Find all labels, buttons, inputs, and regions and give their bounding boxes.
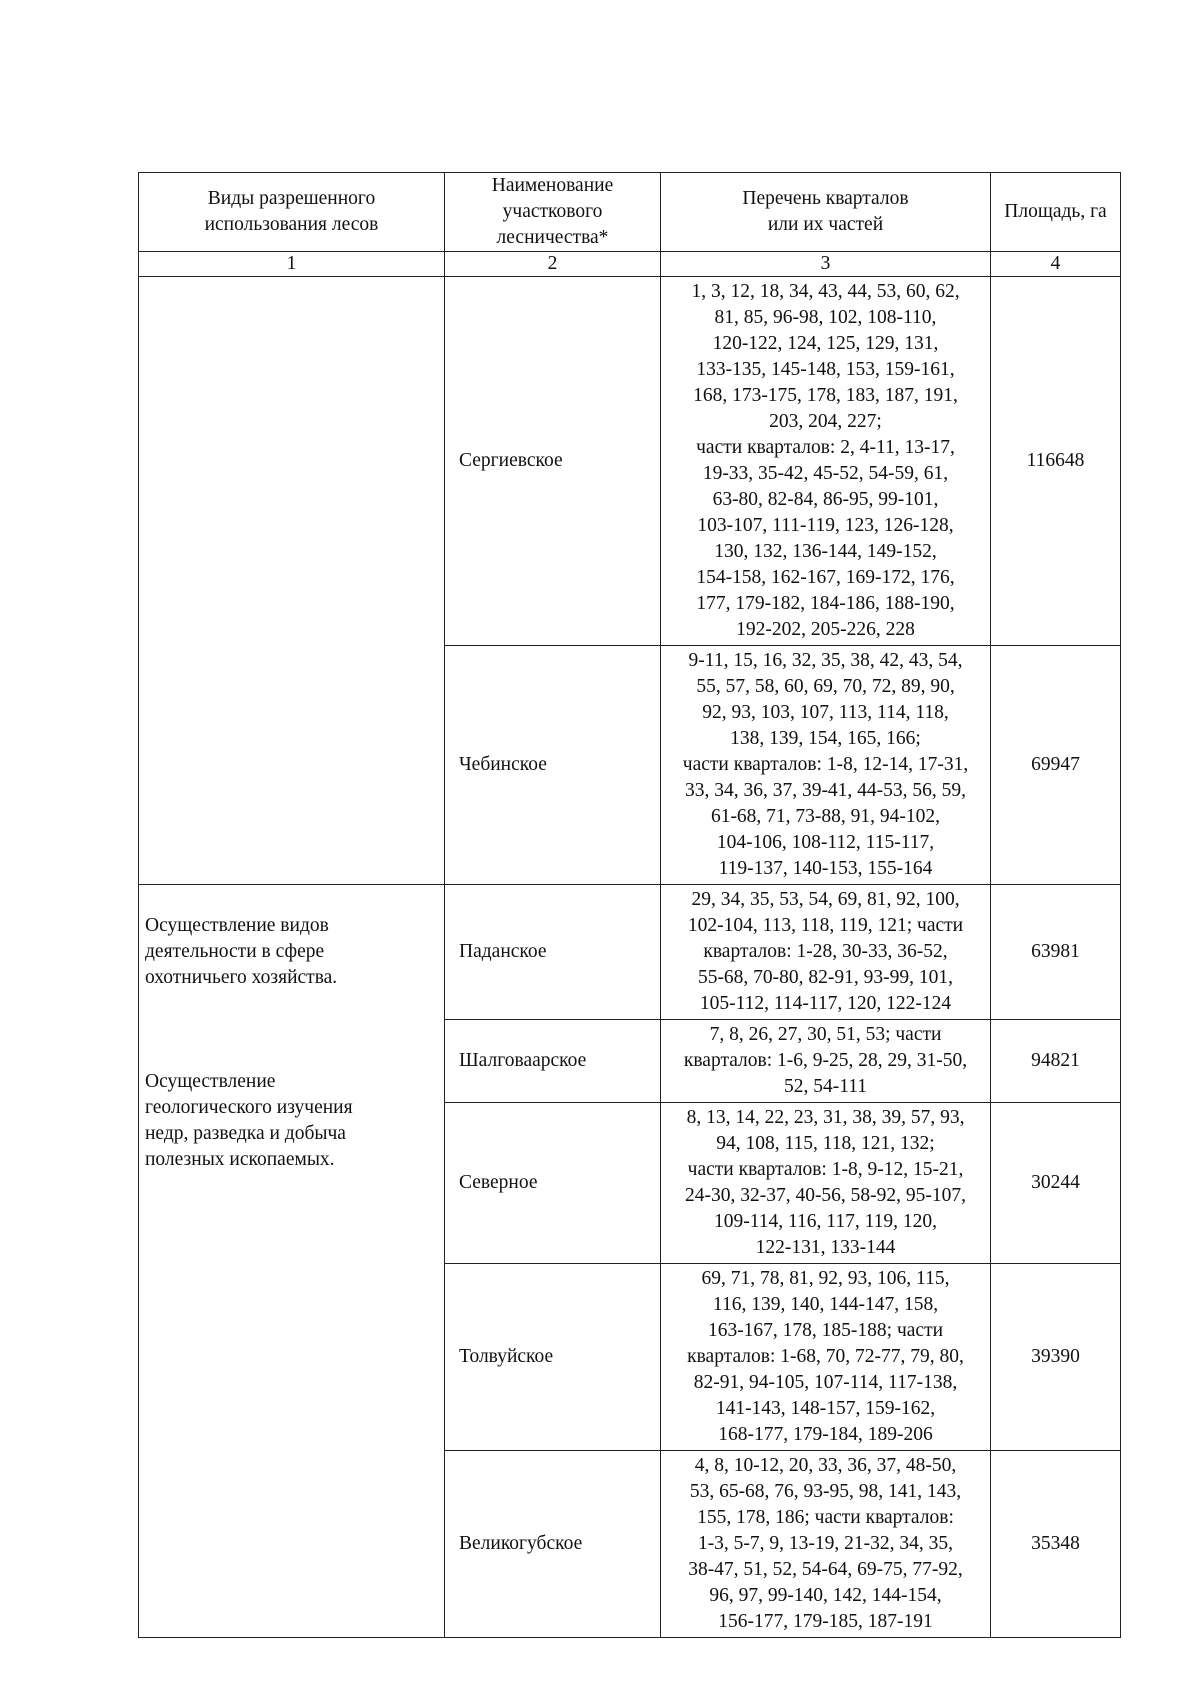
table-row bbox=[139, 885, 1121, 1020]
forestry-name: Паданское bbox=[445, 885, 661, 1020]
use-type-cell bbox=[139, 885, 445, 1638]
area-value: 116648 bbox=[991, 277, 1121, 646]
header-row bbox=[139, 173, 1121, 252]
quarters-list: 7, 8, 26, 27, 30, 51, 53; части кварталов: 1-6, 9-25, 28, 29, 31-50, 52, 54-111 bbox=[661, 1020, 991, 1103]
area-value: 69947 bbox=[991, 646, 1121, 885]
quarters-list: 69, 71, 78, 81, 92, 93, 106, 115, 116, 139, 140, 144-147, 158, 163-167, 178, 185-188; части кварталов: 1-68, 70, 72-77, 79, 80, 82-91, 94-105, 107-114, 117-138, 141-143, 148-157, 159-162, 168-177, 179-184, 189-206 bbox=[661, 1264, 991, 1451]
use-type-hunting: Осуществление видов деятельности в сфере охотничьего хозяйства. bbox=[145, 915, 338, 988]
area-value: 35348 bbox=[991, 1451, 1121, 1638]
forestry-name: Северное bbox=[445, 1103, 661, 1264]
column-number: 1 bbox=[139, 252, 445, 277]
header-use-type: Виды разрешенного использования лесов bbox=[139, 173, 445, 252]
forestry-name: Чебинское bbox=[445, 646, 661, 885]
table-row bbox=[139, 277, 1121, 646]
quarters-list: 9-11, 15, 16, 32, 35, 38, 42, 43, 54, 55, 57, 58, 60, 69, 70, 72, 89, 90, 92, 93, 103, 107, 113, 114, 118, 138, 139, 154, 165, 166; части кварталов: 1-8, 12-14, 17-31, 33, 34, 36, 37, 39-41, 44-53, 56, 59, 61-68, 71, 73-88, 91, 94-102, 104-106, 108-112, 115-117, 119-137, 140-153, 155-164 bbox=[661, 646, 991, 885]
use-type-geology: Осуществление геологического изучения недр, разведка и добыча полезных ископаемых. bbox=[145, 1071, 353, 1170]
use-type-cell-empty bbox=[139, 277, 445, 885]
header-quarters: Перечень кварталов или их частей bbox=[661, 173, 991, 252]
column-number: 3 bbox=[661, 252, 991, 277]
header-forestry: Наименование участкового лесничества* bbox=[445, 173, 661, 252]
quarters-list: 4, 8, 10-12, 20, 33, 36, 37, 48-50, 53, 65-68, 76, 93-95, 98, 141, 143, 155, 178, 186; части кварталов: 1-3, 5-7, 9, 13-19, 21-32, 34, 35, 38-47, 51, 52, 54-64, 69-75, 77-92, 96, 97, 99-140, 142, 144-154, 156-177, 179-185, 187-191 bbox=[661, 1451, 991, 1638]
header-area: Площадь, га bbox=[991, 173, 1121, 252]
forest-use-table bbox=[138, 172, 1121, 1638]
area-value: 39390 bbox=[991, 1264, 1121, 1451]
column-number-row bbox=[139, 252, 1121, 277]
forestry-name: Толвуйское bbox=[445, 1264, 661, 1451]
area-value: 63981 bbox=[991, 885, 1121, 1020]
column-number: 2 bbox=[445, 252, 661, 277]
area-value: 30244 bbox=[991, 1103, 1121, 1264]
forestry-name: Великогубское bbox=[445, 1451, 661, 1638]
quarters-list: 1, 3, 12, 18, 34, 43, 44, 53, 60, 62, 81, 85, 96-98, 102, 108-110, 120-122, 124, 125, 129, 131, 133-135, 145-148, 153, 159-161, 168, 173-175, 178, 183, 187, 191, 203, 204, 227; части кварталов: 2, 4-11, 13-17, 19-33, 35-42, 45-52, 54-59, 61, 63-80, 82-84, 86-95, 99-101, 103-107, 111-119, 123, 126-128, 130, 132, 136-144, 149-152, 154-158, 162-167, 169-172, 176, 177, 179-182, 184-186, 188-190, 192-202, 205-226, 228 bbox=[661, 277, 991, 646]
forestry-name: Шалговаарское bbox=[445, 1020, 661, 1103]
area-value: 94821 bbox=[991, 1020, 1121, 1103]
quarters-list: 29, 34, 35, 53, 54, 69, 81, 92, 100, 102-104, 113, 118, 119, 121; части кварталов: 1-28, 30-33, 36-52, 55-68, 70-80, 82-91, 93-99, 101, 105-112, 114-117, 120, 122-124 bbox=[661, 885, 991, 1020]
quarters-list: 8, 13, 14, 22, 23, 31, 38, 39, 57, 93, 94, 108, 115, 118, 121, 132; части кварталов: 1-8, 9-12, 15-21, 24-30, 32-37, 40-56, 58-92, 95-107, 109-114, 116, 117, 119, 120, 122-131, 133-144 bbox=[661, 1103, 991, 1264]
column-number: 4 bbox=[991, 252, 1121, 277]
forestry-name: Сергиевское bbox=[445, 277, 661, 646]
